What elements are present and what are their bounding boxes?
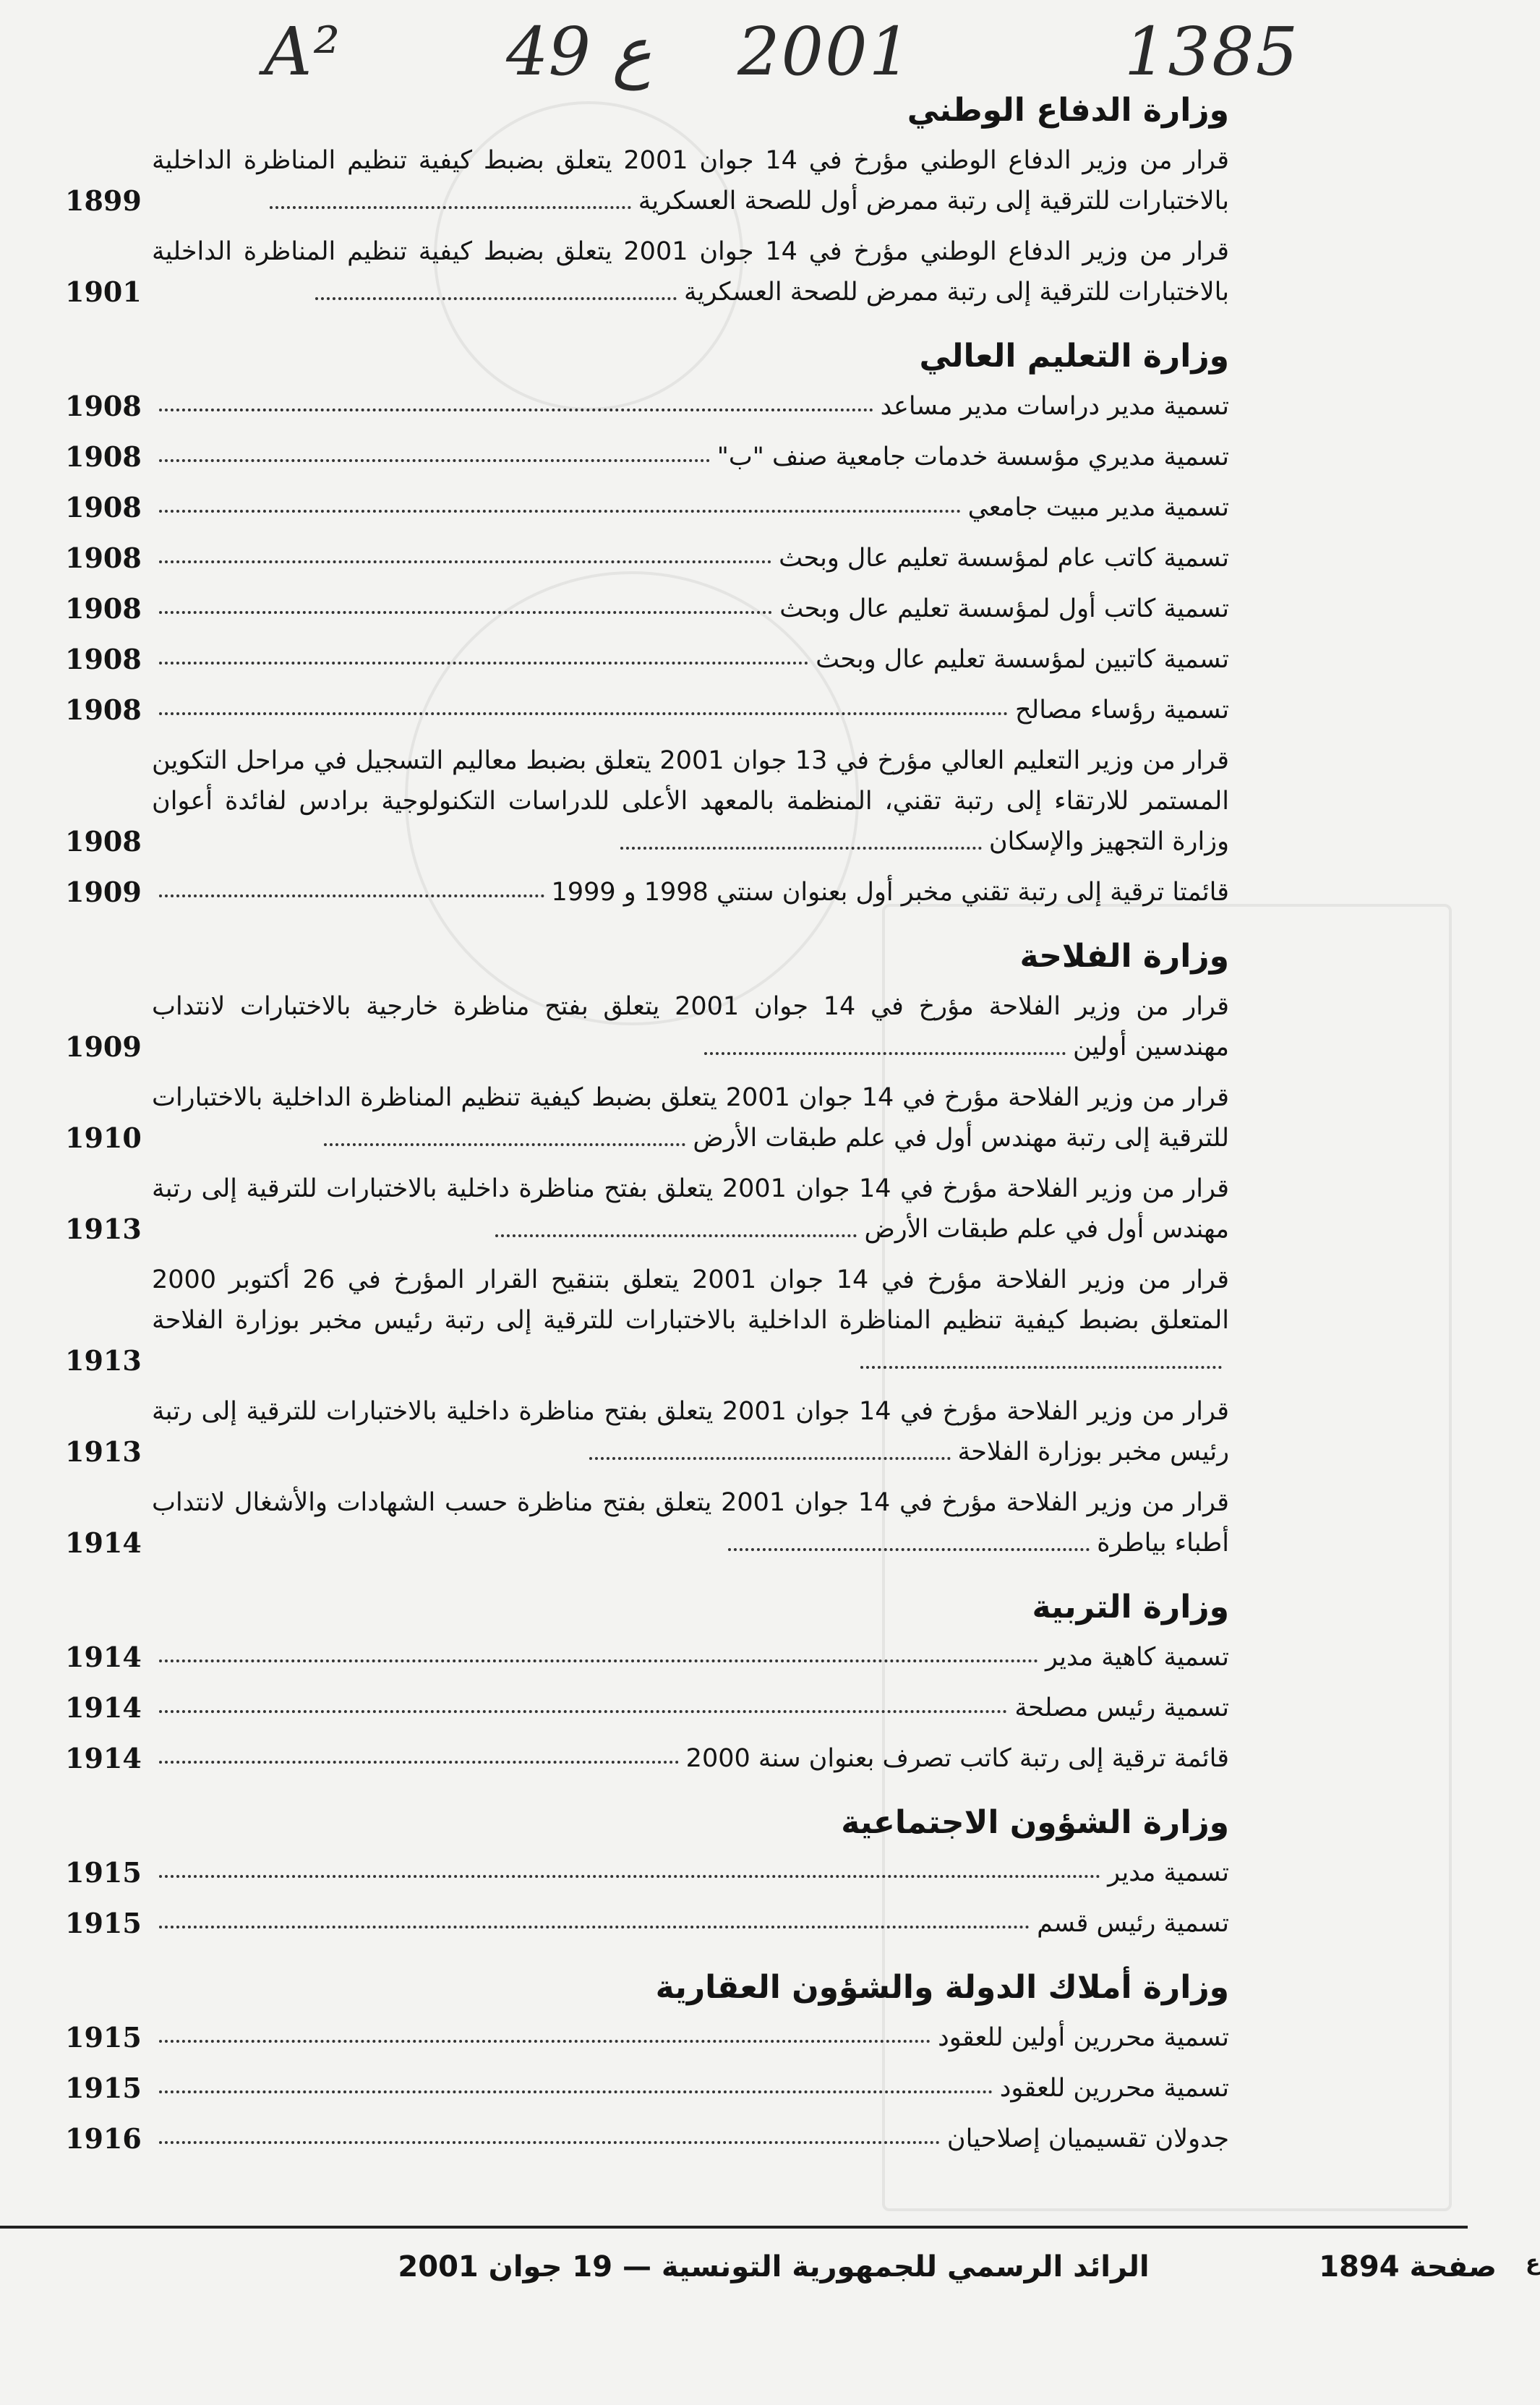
- toc-entry-text-wrap: [152, 437, 1229, 477]
- toc-entry-text: تسمية مدير دراسات مدير مساعد: [880, 392, 1229, 421]
- toc-page-number: 1915: [65, 2021, 142, 2054]
- toc-page-number: 1910: [65, 1122, 142, 1154]
- footer-page-number: صفحة 1894: [1319, 2250, 1497, 2284]
- toc-entry: [65, 2017, 1229, 2058]
- toc-page-number: 1909: [65, 1030, 142, 1063]
- toc-entry-text-wrap: [152, 740, 1229, 862]
- toc-page-number: 1913: [65, 1435, 142, 1468]
- toc-entry-text: تسمية محررين للعقود: [999, 2074, 1229, 2103]
- dot-leader: [159, 705, 1008, 715]
- ministry-heading: وزارة الدفاع الوطني: [907, 92, 1229, 129]
- toc-entry: [65, 1738, 1229, 1779]
- toc-page-number: 1915: [65, 1856, 142, 1889]
- toc-entry-text-wrap: [152, 872, 1229, 913]
- toc-entry-text-wrap: [152, 1853, 1229, 1893]
- dot-leader: [159, 2083, 993, 2093]
- toc-entry-text: قرار من وزير الفلاحة مؤرخ في 14 جوان 2001 يتعلق بضبط كيفية تنظيم المناظرة الداخلية بالاختبارات للترقية إلى رتبة مهندس أول في علم طبقات الأرض: [152, 1083, 1229, 1153]
- ministry-heading: وزارة أملاك الدولة والشؤون العقارية: [655, 1969, 1229, 2006]
- toc-entry-text: تسمية كاتبين لمؤسسة تعليم عال وبحث: [816, 645, 1229, 674]
- toc-entry-text-wrap: [152, 140, 1229, 221]
- ministry-heading: وزارة الفلاحة: [1019, 938, 1229, 975]
- toc-page-number: 1908: [65, 491, 142, 524]
- toc-page-number: 1908: [65, 542, 142, 574]
- dot-leader: [159, 452, 710, 462]
- dot-leader: [159, 503, 961, 513]
- dot-leader: [159, 1868, 1100, 1878]
- toc-page-number: 1915: [65, 2072, 142, 2104]
- toc-entry-text: تسمية كاتب عام لمؤسسة تعليم عال وبحث: [779, 544, 1229, 573]
- toc-entry-text: تسمية مديري مؤسسة خدمات جامعية صنف "ب": [716, 443, 1229, 471]
- toc-page-number: 1913: [65, 1344, 142, 1377]
- toc-entry-text: قرار من وزير الفلاحة مؤرخ في 14 جوان 2001 يتعلق بفتح مناظرة داخلية بالاختبارات للترقية إلى رتبة مهندس أول في علم طبقات الأرض: [152, 1174, 1229, 1244]
- dot-leader: [589, 1450, 951, 1460]
- dot-leader: [270, 199, 631, 209]
- toc-entry-text: قائمة ترقية إلى رتبة كاتب تصرف بعنوان سنة 2000: [685, 1744, 1229, 1773]
- dot-leader: [860, 1359, 1222, 1369]
- toc-entry-text-wrap: [152, 487, 1229, 528]
- toc-page-number: 1908: [65, 390, 142, 422]
- toc-entry: [65, 2119, 1229, 2159]
- toc-page-number: 1908: [65, 643, 142, 675]
- toc-page-number: 1908: [65, 592, 142, 625]
- footer-journal-title: الرائد الرسمي للجمهورية التونسية — 19 جوان 2001: [398, 2250, 1150, 2284]
- toc-entry: [65, 1688, 1229, 1728]
- toc-entry-text-wrap: [152, 589, 1229, 629]
- toc-entry: [65, 1260, 1229, 1381]
- toc-page-number: 1913: [65, 1213, 142, 1245]
- toc-entry: [65, 231, 1229, 312]
- toc-entry-text: قرار من وزير الفلاحة مؤرخ في 14 جوان 2001 يتعلق بتنقيح القرار المؤرخ في 26 أكتوبر 2000 المتعلق بضبط كيفية تنظيم المناظرة الداخلية بالاختبارات للترقية إلى رتبة رئيس مخبر بوزارة الفلاحة: [152, 1265, 1229, 1335]
- toc-entry: [65, 386, 1229, 427]
- handwritten-annotation: 49 ع: [506, 13, 652, 90]
- toc-entry: [65, 872, 1229, 913]
- toc-entry-text-wrap: [152, 1260, 1229, 1381]
- footer-edge-character: ع: [1526, 2250, 1540, 2276]
- toc-page-number: 1908: [65, 825, 142, 858]
- dot-leader: [704, 1045, 1066, 1055]
- footer-rule: [0, 2226, 1468, 2229]
- toc-entry: [65, 1391, 1229, 1472]
- toc-entry-text-wrap: [152, 690, 1229, 730]
- ministry-heading: وزارة الشؤون الاجتماعية: [841, 1804, 1229, 1841]
- toc-entry-text: قرار من وزير الفلاحة مؤرخ في 14 جوان 2001 يتعلق بفتح مناظرة حسب الشهادات والأشغال لانتداب أطباء بياطرة: [152, 1488, 1229, 1558]
- dot-leader: [159, 2033, 931, 2043]
- dot-leader: [159, 1918, 1030, 1928]
- toc-entry: [65, 487, 1229, 528]
- toc-entry-text-wrap: [152, 386, 1229, 427]
- dot-leader: [159, 2134, 940, 2144]
- toc-entry-text: تسمية كاهية مدير: [1045, 1643, 1229, 1672]
- toc-entry-text-wrap: [152, 538, 1229, 578]
- toc-page-number: 1901: [65, 275, 142, 308]
- toc-entry: [65, 2068, 1229, 2109]
- toc-entry-text: تسمية مدير مبيت جامعي: [967, 493, 1229, 522]
- toc-entry-text: تسمية مدير: [1108, 1858, 1229, 1887]
- toc-entry: [65, 1637, 1229, 1678]
- toc-entry: [65, 437, 1229, 477]
- toc-entry-text-wrap: [152, 2017, 1229, 2058]
- dot-leader: [728, 1541, 1090, 1551]
- toc-entry-text-wrap: [152, 1637, 1229, 1678]
- toc-entry-text: تسمية كاتب أول لمؤسسة تعليم عال وبحث: [779, 594, 1229, 623]
- toc-page-number: 1908: [65, 693, 142, 726]
- toc-entry: [65, 140, 1229, 221]
- toc-page-number: 1915: [65, 1907, 142, 1939]
- toc-page-number: 1916: [65, 2122, 142, 2155]
- toc-entry-text-wrap: [152, 1738, 1229, 1779]
- toc-entry-text: تسمية رؤساء مصالح: [1014, 696, 1229, 725]
- ministry-heading: وزارة التربية: [1032, 1589, 1229, 1626]
- toc-entry-text: قرار من وزير الفلاحة مؤرخ في 14 جوان 2001 يتعلق بفتح مناظرة داخلية بالاختبارات للترقية إلى رتبة رئيس مخبر بوزارة الفلاحة: [152, 1397, 1229, 1466]
- toc-entry-text-wrap: [152, 639, 1229, 680]
- toc-entry: [65, 740, 1229, 862]
- toc-entry: [65, 1853, 1229, 1893]
- toc-entry-text-wrap: [152, 1688, 1229, 1728]
- dot-leader: [495, 1227, 857, 1237]
- handwritten-annotation: 1385: [1124, 13, 1300, 90]
- toc-entry: [65, 1903, 1229, 1944]
- dot-leader: [159, 1753, 679, 1764]
- dot-leader: [620, 840, 982, 850]
- toc-entry-text-wrap: [152, 1077, 1229, 1158]
- toc-entry-text-wrap: [152, 1391, 1229, 1472]
- dot-leader: [159, 654, 808, 665]
- toc-entry-text-wrap: [152, 2119, 1229, 2159]
- toc-entry-text-wrap: [152, 1903, 1229, 1944]
- toc-entry-text-wrap: [152, 1169, 1229, 1250]
- ministry-heading: وزارة التعليم العالي: [919, 338, 1229, 375]
- toc-entry-text: قائمتا ترقية إلى رتبة تقني مخبر أول بعنوان سنتي 1998 و 1999: [551, 878, 1229, 907]
- dot-leader: [159, 1652, 1038, 1662]
- toc-entry-text: تسمية رئيس مصلحة: [1014, 1693, 1229, 1722]
- toc-entry-text: تسمية رئيس قسم: [1037, 1909, 1229, 1938]
- toc-entry-text-wrap: [152, 2068, 1229, 2109]
- toc-page-number: 1914: [65, 1641, 142, 1673]
- toc-entry: [65, 1169, 1229, 1250]
- dot-leader: [159, 401, 873, 411]
- toc-entry-text-wrap: [152, 986, 1229, 1067]
- handwritten-annotation: A²: [264, 13, 342, 90]
- toc-entry-text: قرار من وزير الدفاع الوطني مؤرخ في 14 جوان 2001 يتعلق بضبط كيفية تنظيم المناظرة الداخلية بالاختبارات للترقية إلى رتبة ممرض للصحة العسكرية: [152, 237, 1229, 307]
- toc-entry-text: تسمية محررين أولين للعقود: [938, 2023, 1229, 2052]
- dot-leader: [159, 887, 544, 897]
- dot-leader: [159, 604, 772, 614]
- toc-entry-text: قرار من وزير التعليم العالي مؤرخ في 13 جوان 2001 يتعلق بضبط معاليم التسجيل في مراحل التكوين المستمر للارتقاء إلى رتبة تقني، المنظمة بالمعهد الأعلى للدراسات التكنولوجية برادس لفائدة أعوان وزارة التجهيز والإسكان: [152, 746, 1229, 856]
- toc-page-number: 1899: [65, 184, 142, 217]
- toc-entry: [65, 690, 1229, 730]
- toc-page-number: 1914: [65, 1691, 142, 1724]
- dot-leader: [159, 553, 771, 563]
- toc-entry-text: قرار من وزير الفلاحة مؤرخ في 14 جوان 2001 يتعلق بفتح مناظرة خارجية بالاختبارات لانتداب مهندسين أولين: [152, 992, 1229, 1061]
- handwritten-annotation: 2001: [737, 13, 913, 90]
- toc-page-number: 1909: [65, 876, 142, 908]
- toc-entry: [65, 1482, 1229, 1563]
- toc-page-number: 1914: [65, 1742, 142, 1774]
- toc-entry: [65, 589, 1229, 629]
- toc-entry-text: قرار من وزير الدفاع الوطني مؤرخ في 14 جوان 2001 يتعلق بضبط كيفية تنظيم المناظرة الداخلية بالاختبارات للترقية إلى رتبة ممرض أول للصحة العسكرية: [152, 146, 1229, 215]
- toc-entry-text-wrap: [152, 1482, 1229, 1563]
- toc-entry: [65, 538, 1229, 578]
- table-of-contents: [65, 87, 1229, 2169]
- toc-page-number: 1914: [65, 1526, 142, 1559]
- toc-entry-text-wrap: [152, 231, 1229, 312]
- toc-page-number: 1908: [65, 440, 142, 473]
- toc-entry: [65, 1077, 1229, 1158]
- toc-entry-text: جدولان تقسيميان إصلاحيان: [946, 2124, 1229, 2153]
- toc-entry: [65, 639, 1229, 680]
- dot-leader: [315, 290, 677, 300]
- toc-entry: [65, 986, 1229, 1067]
- dot-leader: [159, 1703, 1007, 1713]
- dot-leader: [324, 1136, 685, 1146]
